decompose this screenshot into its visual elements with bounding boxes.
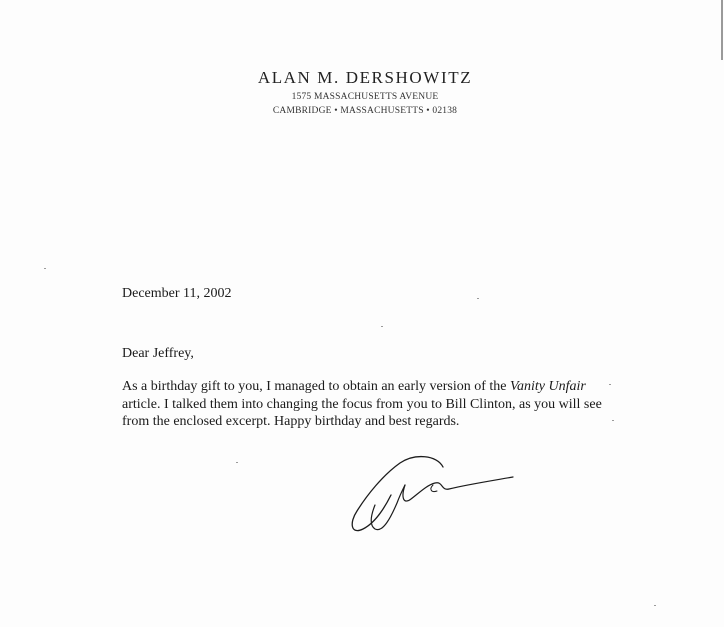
scan-speck [236,462,238,463]
letter-body [122,378,622,431]
letter-date: December 11, 2002 [122,286,232,301]
letterhead-address-line-2: CAMBRIDGE • MASSACHUSETTS • 02138 [272,106,458,116]
letterhead-address-line-1: 1575 MASSACHUSETTS AVENUE [291,92,439,102]
letterhead [240,66,490,118]
scan-speck [612,420,614,421]
scan-edge-mark [721,0,723,60]
letterhead-name: ALAN M. DERSHOWITZ [257,68,473,87]
scan-speck [609,384,611,385]
body-line-3: from the enclosed excerpt. Happy birthday and best regards. [122,414,460,429]
body-line-1 [122,378,622,396]
scan-speck [654,605,656,606]
scan-speck [44,268,46,269]
salutation: Dear Jeffrey, [122,346,194,361]
scan-speck [477,298,479,299]
handwritten-signature [345,445,515,540]
scan-speck [381,326,383,327]
body-line-1-text: As a birthday gift to you, I managed to obtain an early version of the [122,379,511,394]
article-title: Vanity Unfair [510,379,586,394]
body-line-2: article. I talked them into changing the focus from you to Bill Clinton, as you will see [122,396,602,412]
